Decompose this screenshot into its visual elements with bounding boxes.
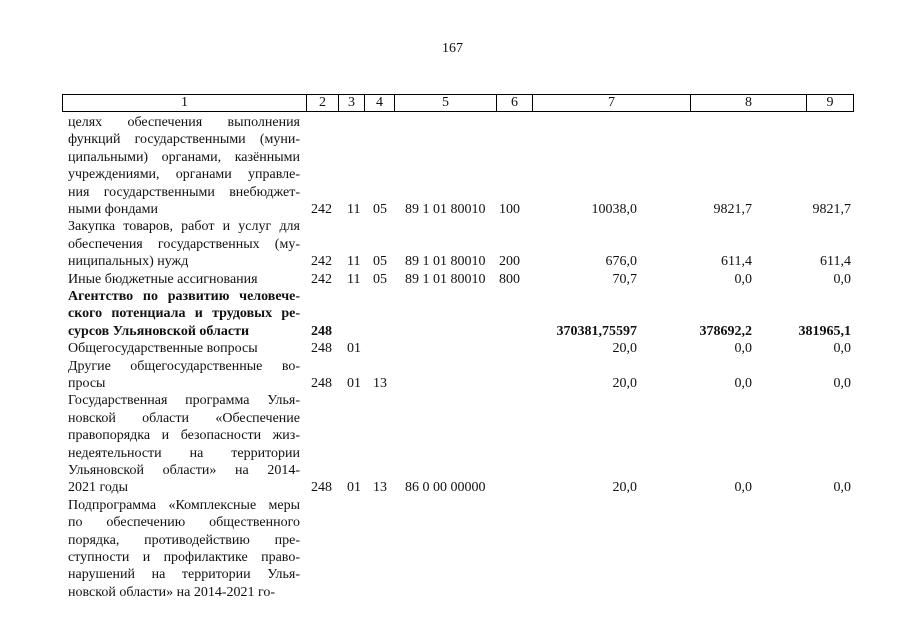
header-col-8: 8 [691, 95, 807, 111]
cell-c9: 611,4 [820, 254, 851, 270]
cell-c6: 100 [499, 202, 520, 217]
description-line: ципальными) органами, казёнными [68, 149, 300, 165]
description-line: Агентство по развитию человече- [68, 289, 300, 304]
cell-c4: 05 [373, 271, 387, 287]
description-line: обеспечения государственных (му- [68, 236, 300, 252]
cell-c6: 200 [499, 254, 520, 270]
header-col-2: 2 [307, 95, 339, 111]
description-line: Ульяновской области» на 2014- [68, 463, 300, 479]
cell-c8: 0,0 [734, 375, 752, 391]
cell-c5: 89 1 01 80010 [405, 271, 486, 287]
cell-c3: 01 [347, 480, 361, 496]
row-description [68, 392, 300, 496]
description-line: порядка, противодействию пре- [68, 532, 300, 548]
row-description [68, 497, 300, 601]
cell-c4: 05 [373, 202, 387, 217]
description-line: целях обеспечения выполнения [68, 115, 300, 130]
cell-c9: 0,0 [833, 375, 851, 391]
cell-c2: 248 [311, 375, 332, 391]
cell-c9: 0,0 [833, 271, 851, 287]
table-header [62, 94, 854, 112]
header-col-9: 9 [826, 95, 834, 110]
description-line: Другие общегосударственные во- [68, 358, 300, 374]
cell-c7: 70,7 [612, 271, 637, 287]
description-line: сурсов Ульяновской области [68, 323, 250, 339]
cell-c7: 370381,75597 [556, 323, 637, 339]
cell-c4: 13 [373, 480, 387, 496]
header-col-6: 6 [497, 95, 533, 111]
description-line: 2021 годы [68, 480, 129, 496]
cell-c7: 10038,0 [591, 202, 637, 217]
header-col-4: 4 [365, 95, 395, 111]
cell-c7: 20,0 [612, 375, 637, 391]
cell-c8: 611,4 [721, 254, 752, 270]
header-col-3: 3 [339, 95, 365, 111]
description-line: просы [68, 376, 106, 391]
cell-c3: 01 [347, 341, 361, 357]
row-description [68, 340, 300, 357]
header-col-1: 1 [63, 95, 307, 111]
header-col-5: 5 [395, 95, 497, 111]
cell-c3: 11 [347, 271, 361, 287]
description-line: ния государственными внебюджет- [68, 184, 300, 200]
cell-c4: 05 [373, 254, 387, 270]
description-line: правопорядка и безопасности жиз- [68, 428, 300, 444]
cell-c7: 20,0 [612, 480, 637, 496]
cell-c9: 9821,7 [812, 202, 851, 217]
page-number: 167 [442, 41, 463, 56]
cell-c2: 242 [311, 202, 332, 217]
description-line: функций государственными (муни- [68, 132, 300, 148]
cell-c5: 89 1 01 80010 [405, 202, 486, 217]
cell-c6: 800 [499, 271, 520, 287]
description-line: Подпрограмма «Комплексные меры [68, 497, 300, 513]
cell-c9: 0,0 [833, 480, 851, 496]
cell-c9: 381965,1 [798, 323, 851, 339]
description-line: недеятельности на территории [68, 445, 300, 461]
cell-c8: 378692,2 [699, 323, 752, 339]
description-line: нарушений на территории Улья- [68, 567, 300, 583]
description-line: Иные бюджетные ассигнования [68, 271, 258, 287]
cell-c5: 86 0 00 00000 [405, 480, 486, 496]
description-line: новской области «Обеспечение [68, 410, 300, 426]
cell-c3: 11 [347, 254, 361, 270]
description-line: ского потенциала и трудовых ре- [68, 306, 300, 322]
header-col-7: 7 [533, 95, 691, 111]
cell-c8: 0,0 [734, 271, 752, 287]
cell-c2: 242 [311, 271, 332, 287]
row-description [68, 358, 300, 393]
description-line: Общегосударственные вопросы [68, 341, 258, 357]
cell-c3: 11 [347, 202, 361, 217]
description-line: учреждениями, органами управле- [68, 167, 300, 183]
description-line: ниципальных) нужд [68, 254, 189, 270]
row-description [68, 288, 300, 340]
cell-c2: 242 [311, 254, 332, 270]
cell-c2: 248 [311, 480, 332, 496]
cell-c7: 676,0 [605, 254, 637, 270]
description-line: Закупка товаров, работ и услуг для [68, 219, 300, 235]
description-line: ными фондами [68, 202, 159, 218]
cell-c2: 248 [311, 323, 332, 339]
cell-c4: 13 [373, 375, 387, 391]
row-description [68, 114, 300, 218]
cell-c9: 0,0 [833, 341, 851, 357]
cell-c7: 20,0 [612, 341, 637, 357]
cell-c8: 0,0 [734, 341, 752, 357]
row-description [68, 218, 300, 270]
description-line: новской области» на 2014-2021 го- [68, 584, 276, 600]
cell-c8: 9821,7 [713, 202, 752, 217]
row-description [68, 271, 300, 288]
description-line: по обеспечению общественного [68, 515, 300, 531]
cell-c2: 248 [311, 341, 332, 357]
cell-c3: 01 [347, 375, 361, 391]
cell-c5: 89 1 01 80010 [405, 254, 486, 270]
description-line: Государственная программа Улья- [68, 393, 300, 409]
description-line: ступности и профилактике право- [68, 550, 300, 566]
cell-c8: 0,0 [734, 480, 752, 496]
